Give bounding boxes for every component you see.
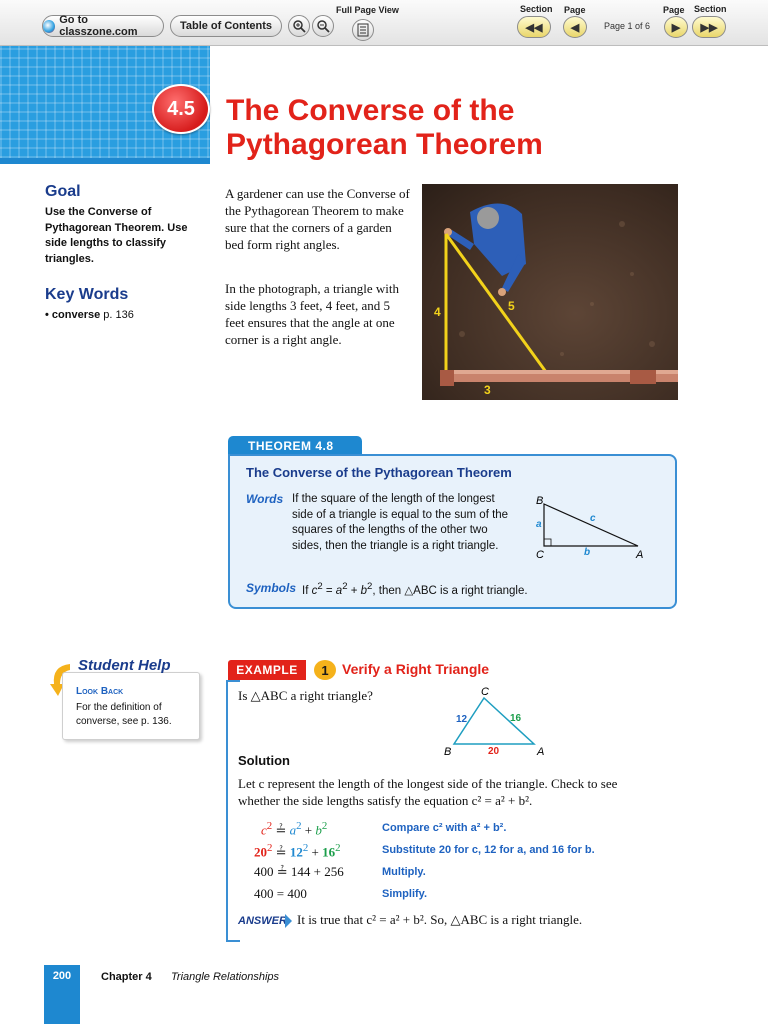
symbols-equation: $c^2 = a^2 + b^2$ <box>311 581 373 597</box>
theorem-vertex-c: C <box>536 549 544 561</box>
symbols-prefix: If <box>302 584 309 597</box>
full-page-view-icon[interactable] <box>352 19 374 41</box>
answer-label: ANSWER <box>238 915 287 927</box>
theorem-side-c: c <box>590 513 596 524</box>
theorem-vertex-a: A <box>636 549 644 561</box>
goal-text: Use the Converse of Pythagorean Theorem. Use side lengths to classify triangles. <box>45 206 188 265</box>
title-line-2: Pythagorean Theorem <box>226 128 543 161</box>
equation-note-3: Multiply. <box>382 866 426 878</box>
chevron-left-icon: ◀ <box>570 21 580 34</box>
page-number: 200 <box>52 970 72 982</box>
equation-step-2: $20^2$ ≟ $12^2 + 16^2$ <box>254 842 341 860</box>
page-title <box>226 94 646 162</box>
classzone-button[interactable] <box>42 15 164 37</box>
theorem-tab: THEOREM 4.8 <box>228 436 362 456</box>
double-chevron-right-icon: ▶▶ <box>700 21 718 34</box>
key-word-page: p. 136 <box>103 309 134 321</box>
key-words-heading: Key Words <box>45 286 129 303</box>
example-label: EXAMPLE <box>228 660 306 680</box>
photo-label-3: 3 <box>484 383 491 397</box>
lesson-number-badge: 4.5 <box>152 84 210 134</box>
intro-paragraph-1: A gardener can use the Converse of the Pythagorean Theorem to make sure that the corners of a garden bed form right angles. <box>225 186 410 252</box>
toolbar <box>0 0 768 46</box>
example-triangle-figure <box>440 684 550 760</box>
key-word-converse[interactable]: converse <box>51 309 101 321</box>
footer-chapter-title: Triangle Relationships <box>171 971 280 983</box>
section-label-right: Section <box>694 4 727 14</box>
page-indicator: Page 1 of 6 <box>604 21 651 31</box>
look-back-text: For the definition of converse, see p. 136. <box>76 702 172 727</box>
symbols-suffix: , then △ABC is a right triangle. <box>372 584 528 597</box>
title-line-1: The Converse of the <box>226 94 515 127</box>
photo-label-4: 4 <box>434 305 441 319</box>
full-page-view-label: Full Page View <box>336 5 399 15</box>
zoom-in-icon[interactable] <box>288 15 310 37</box>
theorem-triangle-figure <box>530 492 650 562</box>
theorem-vertex-b: B <box>536 495 544 507</box>
double-chevron-left-icon: ◀◀ <box>525 21 543 34</box>
student-help-title: Student Help <box>78 657 171 674</box>
key-word-item <box>45 309 134 321</box>
example-frame-left <box>226 680 228 940</box>
example-vertex-b: B <box>444 746 452 758</box>
theorem-words-text: If the square of the length of the longest side of a triangle is equal to the sum of the squares of the lengths of the other two sides, then the triangle is a right triangle. <box>292 493 509 552</box>
theorem-title: The Converse of the Pythagorean Theorem <box>246 465 512 480</box>
section-label-left: Section <box>520 4 553 14</box>
equation-step-3: 400 ≟ 144 + 256 <box>254 864 344 879</box>
look-back-label: Look Back <box>76 686 124 697</box>
zoom-out-icon[interactable] <box>312 15 334 37</box>
theorem-words-label: Words <box>246 492 284 506</box>
solution-text: Let c represent the length of the longest side of the triangle. Check to see whether the side lengths satisfy the equation c² = a² + b². <box>238 776 618 808</box>
toc-label: Table of Contents <box>179 20 273 32</box>
theorem-symbols-text <box>302 581 528 597</box>
chevron-right-icon: ▶ <box>671 21 681 34</box>
equation-note-1: Compare c² with a² + b². <box>382 822 507 834</box>
table-of-contents-button[interactable] <box>170 15 282 37</box>
header-divider <box>0 158 210 164</box>
solution-heading: Solution <box>238 753 290 768</box>
footer-chapter: Chapter 4 <box>101 971 152 983</box>
example-question: Is △ABC a right triangle? <box>238 688 373 703</box>
example-side-12: 12 <box>456 714 468 725</box>
example-frame-bottom <box>226 940 240 942</box>
next-page-button[interactable] <box>664 16 688 38</box>
bullet-icon: • <box>45 309 52 321</box>
example-title: Verify a Right Triangle <box>342 661 490 677</box>
photo-label-5: 5 <box>508 299 515 313</box>
answer-text: It is true that c² = a² + b². So, △ABC is a right triangle. <box>297 912 583 927</box>
globe-icon <box>43 20 55 33</box>
example-side-16: 16 <box>510 713 522 724</box>
example-vertex-a: A <box>537 746 545 758</box>
example-frame-top <box>226 680 240 682</box>
equation-step-4: 400 = 400 <box>254 886 307 901</box>
classzone-label: Go to classzone.com <box>59 14 138 38</box>
goal-heading: Goal <box>45 183 81 200</box>
theorem-side-a: a <box>536 519 542 530</box>
garden-photo <box>422 184 678 400</box>
equation-step-1: $c^2$ ≟ $a^2 + b^2$ <box>261 820 328 838</box>
example-vertex-c: C <box>481 686 489 698</box>
equation-note-4: Simplify. <box>382 888 428 900</box>
equation-note-2: Substitute 20 for c, 12 for a, and 16 for b. <box>382 844 595 856</box>
answer-arrow-icon <box>285 914 292 928</box>
next-section-button[interactable] <box>692 16 726 38</box>
page-label-right: Page <box>663 5 685 15</box>
theorem-symbols-label: Symbols <box>246 581 297 595</box>
intro-paragraph-2: In the photograph, a triangle with side lengths 3 feet, 4 feet, and 5 feet ensures that the angle at one corner is a right angle. <box>225 281 400 347</box>
page-label-left: Page <box>564 5 586 15</box>
previous-page-button[interactable] <box>563 16 587 38</box>
previous-section-button[interactable] <box>517 16 551 38</box>
example-side-20: 20 <box>488 746 500 757</box>
theorem-side-b: b <box>584 547 591 558</box>
example-number: 1 <box>314 660 336 680</box>
